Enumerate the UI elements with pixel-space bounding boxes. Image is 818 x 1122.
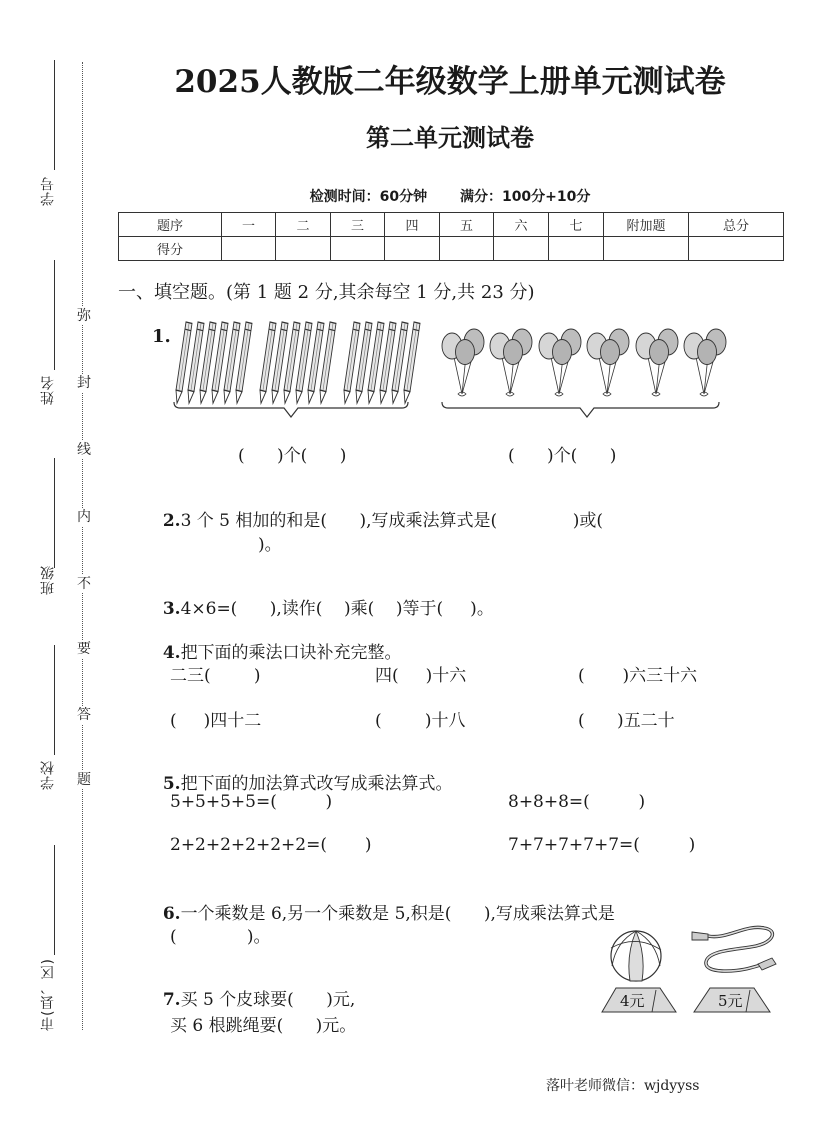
q5-item[interactable]: 7+7+7+7+7=( ) xyxy=(508,835,696,855)
brace-icon xyxy=(442,402,719,417)
page-subtitle: 第二单元测试卷 xyxy=(366,124,534,152)
header-cell: 七 xyxy=(549,213,604,237)
q4-item[interactable]: 四( )十六 xyxy=(375,666,467,686)
q4-item[interactable]: ( )六三十六 xyxy=(578,666,698,686)
score-cell[interactable] xyxy=(689,237,784,261)
q5-item[interactable]: 2+2+2+2+2+2=( ) xyxy=(170,835,372,855)
seal-char: 不 xyxy=(77,576,91,592)
score-table-score-row xyxy=(119,237,784,261)
header-cell: 题序 xyxy=(119,213,222,237)
field-line xyxy=(54,260,55,370)
q4-item[interactable]: ( )五二十 xyxy=(578,711,675,731)
score-table xyxy=(118,212,784,261)
q5-item[interactable]: 5+5+5+5=( ) xyxy=(170,792,333,812)
question-7 xyxy=(152,965,355,1010)
question-6-cont[interactable]: ( )。 xyxy=(170,927,271,947)
header-cell: 一 xyxy=(222,213,276,237)
page-title: 2025人教版二年级数学上册单元测试卷 xyxy=(174,64,726,100)
row-label: 得分 xyxy=(119,237,222,261)
brace-icon xyxy=(174,402,408,417)
q4-item[interactable]: ( )四十二 xyxy=(170,711,262,731)
field-line xyxy=(54,60,55,170)
rope-price: 5元 xyxy=(718,992,743,1010)
score-cell[interactable] xyxy=(276,237,331,261)
field-line xyxy=(54,645,55,755)
field-city: 市(县、区) xyxy=(40,958,56,1031)
field-school: 学校 xyxy=(40,760,56,790)
question-text: 把下面的乘法口诀补充完整。 xyxy=(180,643,402,663)
score-table-header-row xyxy=(119,213,784,237)
header-cell: 四 xyxy=(385,213,440,237)
question-number: 1. xyxy=(152,326,171,347)
score-cell[interactable] xyxy=(604,237,689,261)
question-6 xyxy=(152,879,615,924)
question-text[interactable]: 一个乘数是 6,另一个乘数是 5,积是( ),写成乘法算式是 xyxy=(180,904,615,924)
question-text[interactable]: 3 个 5 相加的和是( ),写成乘法算式是( )或( xyxy=(180,511,604,531)
pencils-illustration xyxy=(172,318,422,426)
header-cell: 总分 xyxy=(689,213,784,237)
question-number: 6. xyxy=(162,904,181,924)
field-line xyxy=(54,458,55,568)
question-2 xyxy=(152,486,603,531)
question-7-cont[interactable]: 买 6 根跳绳要( )元。 xyxy=(170,1016,357,1036)
seal-char: 答 xyxy=(77,707,91,723)
header-cell: 二 xyxy=(276,213,331,237)
field-student-id: 学号 xyxy=(40,176,56,206)
q5-item[interactable]: 8+8+8=( ) xyxy=(508,792,646,812)
question-number: 3. xyxy=(162,599,181,619)
question-2-cont: )。 xyxy=(258,535,282,555)
rope-handle-icon xyxy=(758,958,776,970)
seal-char: 弥 xyxy=(77,308,91,324)
q4-item[interactable]: 二三( ) xyxy=(170,666,261,686)
exam-time: 检测时间：60分钟 xyxy=(309,189,428,205)
question-3 xyxy=(152,574,494,619)
header-cell: 附加题 xyxy=(604,213,689,237)
q1-answer-balloons[interactable]: ( )个( ) xyxy=(508,446,617,466)
q1-answer-pencils[interactable]: ( )个( ) xyxy=(238,446,347,466)
balloons-illustration xyxy=(440,326,730,426)
seal-char: 要 xyxy=(77,641,91,657)
seal-char: 封 xyxy=(77,375,91,391)
score-cell[interactable] xyxy=(549,237,604,261)
seal-char: 内 xyxy=(77,509,91,525)
seal-char: 线 xyxy=(77,442,91,458)
question-number: 7. xyxy=(162,990,181,1010)
question-text[interactable]: 4×6=( ),读作( )乘( )等于( )。 xyxy=(180,599,494,619)
score-cell[interactable] xyxy=(222,237,276,261)
question-number: 5. xyxy=(162,774,181,794)
question-4 xyxy=(152,618,402,663)
header-cell: 五 xyxy=(440,213,494,237)
question-5 xyxy=(152,749,453,794)
seal-char: 题 xyxy=(77,772,91,788)
ball-price: 4元 xyxy=(620,992,645,1010)
rope-handle-icon xyxy=(692,932,708,940)
q4-item[interactable]: ( )十八 xyxy=(375,711,466,731)
footer-contact: 落叶老师微信：wjdyyss xyxy=(546,1078,700,1094)
exam-meta xyxy=(110,186,790,206)
section-heading: 一、填空题。(第 1 题 2 分,其余每空 1 分,共 23 分) xyxy=(118,282,535,303)
question-number: 4. xyxy=(162,643,181,663)
seal-line xyxy=(82,62,83,1030)
score-cell[interactable] xyxy=(494,237,549,261)
question-text[interactable]: 买 5 个皮球要( )元, xyxy=(180,990,356,1010)
header-cell: 六 xyxy=(494,213,549,237)
field-class: 班级 xyxy=(40,565,56,595)
score-cell[interactable] xyxy=(331,237,385,261)
question-text: 把下面的加法算式改写成乘法算式。 xyxy=(180,774,453,794)
header-cell: 三 xyxy=(331,213,385,237)
field-name: 姓名 xyxy=(40,375,56,405)
field-line xyxy=(54,845,55,955)
score-cell[interactable] xyxy=(440,237,494,261)
score-cell[interactable] xyxy=(385,237,440,261)
question-number: 2. xyxy=(162,511,181,531)
exam-full-score: 满分：100分+10分 xyxy=(459,189,591,205)
